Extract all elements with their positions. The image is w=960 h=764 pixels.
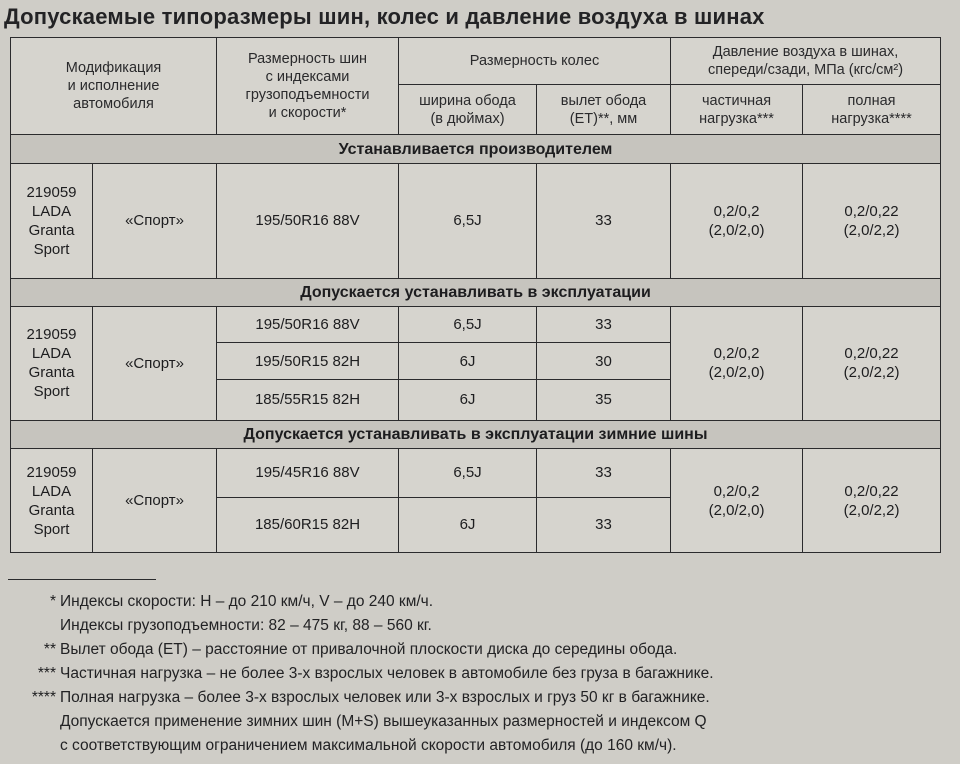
table-row [11, 449, 941, 498]
rim-width-cell: 6J [399, 497, 537, 552]
section-title-row [11, 420, 941, 449]
footnote-mark: * [49, 593, 56, 610]
partial-load-cell: 0,2/0,2 (2,0/2,0) [671, 307, 803, 420]
version-cell: «Спорт» [93, 164, 217, 278]
header-wheel-size: Размерность колес [399, 38, 671, 85]
section-title: Допускается устанавливать в эксплуатации зимние шины [11, 420, 941, 449]
full-load-cell: 0,2/0,22 (2,0/2,2) [803, 307, 941, 420]
table-row [11, 307, 941, 343]
tire-size-cell: 195/50R16 88V [217, 164, 399, 278]
rim-width-cell: 6J [399, 343, 537, 380]
tire-size-cell: 185/60R15 82H [217, 497, 399, 552]
footnote-mark: *** [37, 665, 56, 682]
header-full-load: полная нагрузка**** [803, 84, 941, 135]
footnote-full-load: Полная нагрузка – более 3-х взрослых человек или 3-х взрослых и груз 50 кг в багажнике. [60, 689, 710, 706]
table-row [11, 164, 941, 278]
footnote-speed-index: Индексы скорости: H – до 210 км/ч, V – до 240 км/ч. [60, 593, 434, 610]
model-cell: 219059 LADA Granta Sport [11, 449, 93, 553]
header-rim-width: ширина обода (в дюймах) [399, 84, 537, 135]
tire-size-cell: 195/50R15 82H [217, 343, 399, 380]
header-modification: Модификация и исполнение автомобиля [11, 38, 217, 135]
full-load-cell: 0,2/0,22 (2,0/2,2) [803, 449, 941, 553]
header-partial-load: частичная нагрузка*** [671, 84, 803, 135]
header-tire-size: Размерность шин с индексами грузоподъемности и скорости* [217, 38, 399, 135]
footnote-winter-tires: Допускается применение зимних шин (M+S) вышеуказанных размерностей и индексом Q [60, 713, 707, 730]
rim-offset-cell: 33 [537, 497, 671, 552]
page-title: Допускаемые типоразмеры шин, колес и давление воздуха в шинах [4, 4, 765, 29]
section-title-row [11, 278, 941, 307]
version-cell: «Спорт» [93, 307, 217, 420]
footnotes [0, 576, 960, 764]
rim-offset-cell: 33 [537, 449, 671, 498]
rim-width-cell: 6,5J [399, 307, 537, 343]
footnote-winter-tires-cont: с соответствующим ограничением максимальной скорости автомобиля (до 160 км/ч). [60, 737, 677, 754]
footnote-mark: ** [43, 641, 56, 658]
section-title-row [11, 135, 941, 164]
rim-offset-cell: 35 [537, 380, 671, 420]
partial-load-cell: 0,2/0,2 (2,0/2,0) [671, 449, 803, 553]
model-cell: 219059 LADA Granta Sport [11, 164, 93, 278]
full-load-cell: 0,2/0,22 (2,0/2,2) [803, 164, 941, 278]
rim-offset-cell: 33 [537, 164, 671, 278]
tire-size-cell: 195/50R16 88V [217, 307, 399, 343]
rim-width-cell: 6J [399, 380, 537, 420]
footnote-rim-offset: Вылет обода (ET) – расстояние от привалочной плоскости диска до середины обода. [60, 641, 678, 658]
partial-load-cell: 0,2/0,2 (2,0/2,0) [671, 164, 803, 278]
tire-specs-table [10, 37, 941, 553]
footnote-mark: **** [31, 689, 56, 706]
rim-width-cell: 6,5J [399, 164, 537, 278]
footnote-load-index: Индексы грузоподъемности: 82 – 475 кг, 88 – 560 кг. [60, 617, 432, 634]
model-cell: 219059 LADA Granta Sport [11, 307, 93, 420]
tire-size-cell: 195/45R16 88V [217, 449, 399, 498]
header-rim-offset: вылет обода (ET)**, мм [537, 84, 671, 135]
tire-size-cell: 185/55R15 82H [217, 380, 399, 420]
rim-offset-cell: 30 [537, 343, 671, 380]
footnote-partial-load: Частичная нагрузка – не более 3-х взрослых человек в автомобиле без груза в багажнике. [60, 665, 714, 682]
section-title: Устанавливается производителем [11, 135, 941, 164]
section-title: Допускается устанавливать в эксплуатации [11, 278, 941, 307]
rim-width-cell: 6,5J [399, 449, 537, 498]
footnote-divider [8, 579, 156, 580]
version-cell: «Спорт» [93, 449, 217, 553]
rim-offset-cell: 33 [537, 307, 671, 343]
header-pressure: Давление воздуха в шинах, спереди/сзади, МПа (кгс/см²) [671, 38, 941, 85]
